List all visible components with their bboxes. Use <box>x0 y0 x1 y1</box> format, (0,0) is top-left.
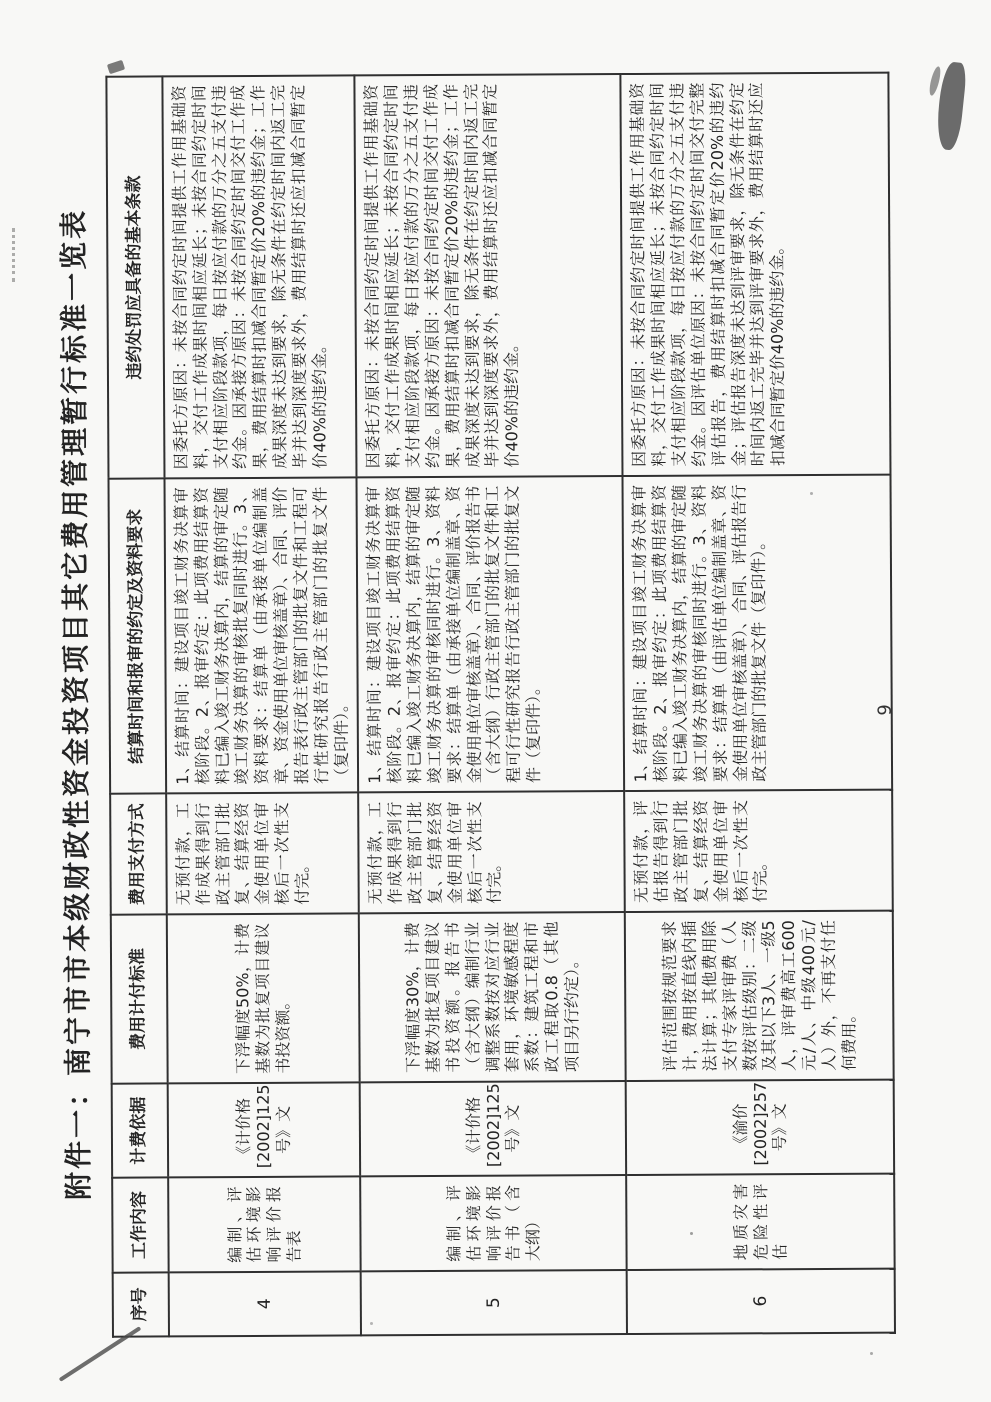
document-title: 附件一：南宁市市本级财政性资金投资项目其它费用管理暂行标准一览表 <box>57 207 96 1200</box>
table-row <box>355 74 628 1335</box>
header-settlement-terms: 结算时间和报审的约定及资料要求 <box>109 478 167 794</box>
header-work-content: 工作内容 <box>112 1178 168 1273</box>
scan-artifact-dotted-edge <box>12 228 15 282</box>
scan-artifact-top-right <box>934 61 967 151</box>
header-payment-method: 费用支付方式 <box>110 794 167 915</box>
header-fee-basis: 计费依据 <box>112 1083 168 1178</box>
cell-penalty: 因委托方原因：未按合同约定时间提供工作用基础资料，交付工作成果时间相应延长；未按合同约定时间支付相应阶段款项，每日按应付款的万分之五支付违约金。因承接方原因：未按合同约定时间交付工作成果，费用结算时扣减合同暂定价20%的违约金；工作成果深度未达到要求，除无条件在约定时间内返工完毕并达到深度要求外，费用结算时还应扣减合同暂定价40%的违约金。 <box>162 75 357 478</box>
table-row <box>621 73 896 1334</box>
cell-seq: 4 <box>169 1271 362 1336</box>
cell-basis: 《计价格[2002]125号》文 <box>168 1082 361 1177</box>
page-number: 9 <box>874 704 896 716</box>
cell-standard: 下浮幅度30%，计费基数为批复项目建议书投资额。报告书（含大纲）编制行业调整系数按对应行业套用，环境敏感程度系数：建筑工程和市政工程取0.8（其他项目另行约定）。 <box>359 912 626 1082</box>
header-fee-standard: 费用计付标准 <box>111 914 168 1083</box>
cell-standard: 评估范围按规范要求计，费用按直线内插法计算；其他费用除支付专家评审费（人数按评估级别：二级及其以下3人、一级5人，评审费高工600元/人、中级400元/人）外，不再支付任何费用。 <box>625 911 894 1081</box>
cell-seq: 5 <box>361 1270 627 1336</box>
cell-settlement: 1、结算时间：建设项目竣工财务决算审核阶段。2、报审约定：此项费用结算资料已编入竣工财务决算内，结算的审定随竣工财务决算的审核同时进行。3、资料要求：结算单（由承接单位编制盖章、资金使用单位审核盖章）、合同、评价报告书（含大纲）行政主管部门的批复文件和工程可行性研究报告行政主管部门的批复文件（复印件）。 <box>357 476 625 793</box>
cell-payment: 无预付款，评估报告得到行政主管部门批复、结算经资金使用单位审核后一次性支付完。 <box>625 790 894 912</box>
header-seq: 序号 <box>113 1272 169 1337</box>
cell-payment: 无预付款，工作成果得到行政主管部门批复、结算经资金使用单位审核后一次性支付完。 <box>166 793 359 915</box>
cell-work: 编制、评估环境影响评价报告表 <box>168 1177 361 1272</box>
cell-settlement: 1、结算时间：建设项目竣工财务决算审核阶段。2、报审约定：此项费用结算资料已编入竣工财务决算内，结算的审定随竣工财务决算的审核批复同时进行。3、资料要求：结算单（由承接单位编制盖章、资金使用单位审核盖章）、合同、评价报告表行政主管部门的批复文件和工程可行性研究报告行政主管部门的批复文件（复印件）。 <box>165 477 359 794</box>
table-row <box>162 75 361 1336</box>
cell-seq: 6 <box>627 1268 895 1334</box>
fees-standard-table <box>105 72 896 1338</box>
rotated-document <box>51 66 912 1338</box>
cell-penalty: 因委托方原因：未按合同约定时间提供工作用基础资料，交付工作成果时间相应延长；未按合同约定时间支付相应阶段款项，每日按应付款的万分之五支付违约金。因承接方原因：未按合同约定时间交付工作成果，费用结算时扣减合同暂定价20%的违约金；工作成果深度未达到要求，除无条件在约定时间内返工完毕并达到深度要求外，费用结算时还应扣减合同暂定价40%的违约金。 <box>355 74 623 477</box>
scan-artifact-top-right-small <box>927 65 942 96</box>
cell-penalty: 因委托方原因：未按合同约定时间提供工作用基础资料，交付工作成果时间相应延长；未按合同约定时间支付相应阶段款项，每日按应付款的万分之五支付违约金。因评估单位原因：未按合同约定时间交付完整评估报告，费用结算时扣减合同暂定价20%的违约金；评估报告深度未达到评审要求，除无条件在约定时间内返工完毕并达到评审要求外，费用结算时还应扣减合同暂定价40%的违约金。 <box>621 73 891 476</box>
cell-work: 地质灾害危险性评估 <box>627 1174 895 1270</box>
cell-basis: 《渝价[2002]257号》文 <box>626 1079 894 1175</box>
cell-payment: 无预付款，工作成果得到行政主管部门批复、结算经资金使用单位审核后一次性支付完。 <box>359 791 626 913</box>
header-penalty-clauses: 违约处罚应具备的基本条款 <box>106 76 164 478</box>
cell-basis: 《计价格[2002]125号》文 <box>360 1081 626 1177</box>
cell-settlement: 1、结算时间：建设项目竣工财务决算审核阶段。2、报审约定：此项费用结算资料已编入竣工财务决算内，结算的审定随竣工财务决算的审核同时进行。3、资料要求：结算单（由评估单位编制盖章、资金使用单位审核盖章）、合同、评估报告行政主管部门的批复文件（复印件）。 <box>623 475 893 792</box>
cell-work: 编制、评估环境影响评价报告书（含大纲） <box>361 1175 627 1271</box>
cell-standard: 下浮幅度50%，计费基数为批复项目建议书投资额。 <box>167 913 360 1083</box>
table-header-row <box>106 76 169 1336</box>
